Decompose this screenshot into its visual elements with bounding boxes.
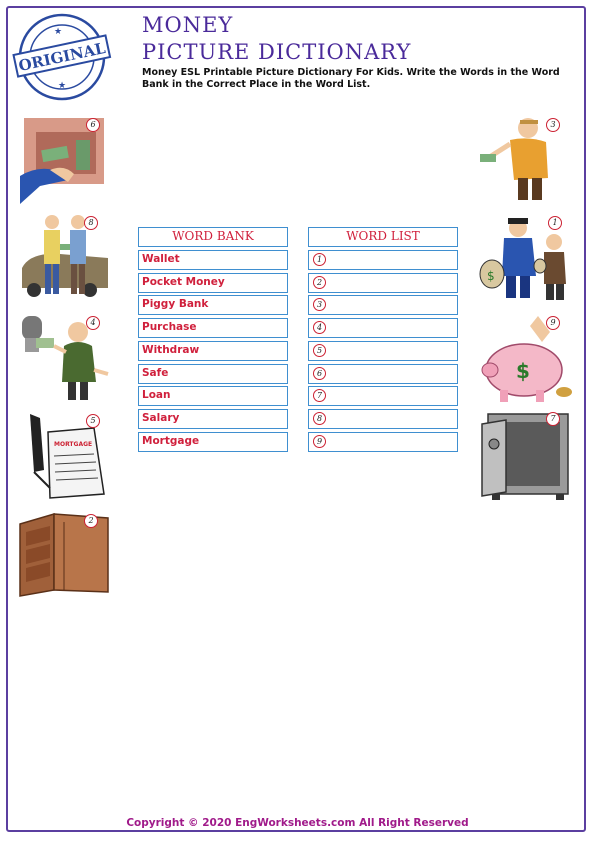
withdraw-picture xyxy=(20,114,108,204)
pocket-money-picture xyxy=(478,114,572,206)
picture-number-badge: 4 xyxy=(86,316,100,330)
svg-text:$: $ xyxy=(516,359,530,383)
instructions: Money ESL Printable Picture Dictionary For Kids. Write the Words in the Word Bank in the Correct Place in the Word List. xyxy=(142,67,560,90)
word-list-answer-field[interactable] xyxy=(308,318,458,338)
word-list-heading: WORD LIST xyxy=(308,227,458,247)
word-bank-word: Salary xyxy=(142,411,180,424)
mortgage-picture xyxy=(20,410,110,500)
svg-text:MORTGAGE: MORTGAGE xyxy=(54,441,93,448)
word-list-number: 9 xyxy=(313,435,326,448)
original-stamp xyxy=(12,12,112,102)
page-title xyxy=(142,12,411,66)
word-list-answer-field[interactable] xyxy=(308,409,458,429)
picture-number-badge: 8 xyxy=(84,216,98,230)
word-bank-item xyxy=(138,409,288,429)
svg-text:$: $ xyxy=(487,269,495,283)
word-bank-word: Withdraw xyxy=(142,343,200,356)
word-list-number: 4 xyxy=(313,321,326,334)
word-list-number: 7 xyxy=(313,389,326,402)
piggy-bank-picture xyxy=(478,312,574,404)
word-list-answer-field[interactable] xyxy=(308,364,458,384)
picture-number-badge: 9 xyxy=(546,316,560,330)
picture-number-badge: 2 xyxy=(84,514,98,528)
title-line-1: MONEY xyxy=(142,13,234,37)
word-bank-item xyxy=(138,364,288,384)
word-bank-item xyxy=(138,341,288,361)
word-bank-item xyxy=(138,295,288,315)
word-bank-heading: WORD BANK xyxy=(138,227,288,247)
word-list-number: 6 xyxy=(313,367,326,380)
word-bank-word: Pocket Money xyxy=(142,275,225,288)
word-list-answer-field[interactable] xyxy=(308,273,458,293)
picture-number-badge: 1 xyxy=(548,216,562,230)
word-bank-item xyxy=(138,386,288,406)
copyright-footer: Copyright © 2020 EngWorksheets.com All Right Reserved xyxy=(126,817,469,829)
word-bank-item xyxy=(138,273,288,293)
picture-number-badge: 3 xyxy=(546,118,560,132)
picture-number-badge: 5 xyxy=(86,414,100,428)
word-bank-item xyxy=(138,318,288,338)
purchase-picture xyxy=(20,212,110,302)
word-list-answer-field[interactable] xyxy=(308,250,458,270)
picture-number-badge: 7 xyxy=(546,412,560,426)
title-line-2: PICTURE DICTIONARY xyxy=(142,40,412,64)
picture-number-badge: 6 xyxy=(86,118,100,132)
word-bank-word: Mortgage xyxy=(142,434,200,447)
word-list-answer-field[interactable] xyxy=(308,341,458,361)
safe-picture xyxy=(478,410,574,502)
word-list-number: 3 xyxy=(313,298,326,311)
wallet-picture xyxy=(18,510,112,602)
word-list-answer-field[interactable] xyxy=(308,386,458,406)
word-list-answer-field[interactable] xyxy=(308,432,458,452)
word-bank-word: Loan xyxy=(142,389,171,402)
word-bank-item xyxy=(138,250,288,270)
word-bank-word: Purchase xyxy=(142,321,197,334)
stamp-text: ORIGINAL xyxy=(16,39,108,75)
svg-text:★: ★ xyxy=(54,27,63,37)
word-list-answer-field[interactable] xyxy=(308,295,458,315)
word-list-number: 2 xyxy=(313,276,326,289)
word-list-number: 1 xyxy=(313,253,326,266)
loan-picture xyxy=(478,214,574,304)
word-bank-word: Piggy Bank xyxy=(142,298,209,311)
word-bank-word: Safe xyxy=(142,366,169,379)
word-bank-word: Wallet xyxy=(142,253,180,265)
word-list-number: 8 xyxy=(313,412,326,425)
salary-picture xyxy=(20,312,110,404)
svg-text:★: ★ xyxy=(58,81,67,91)
word-list-number: 5 xyxy=(313,344,326,357)
word-bank-item xyxy=(138,432,288,452)
